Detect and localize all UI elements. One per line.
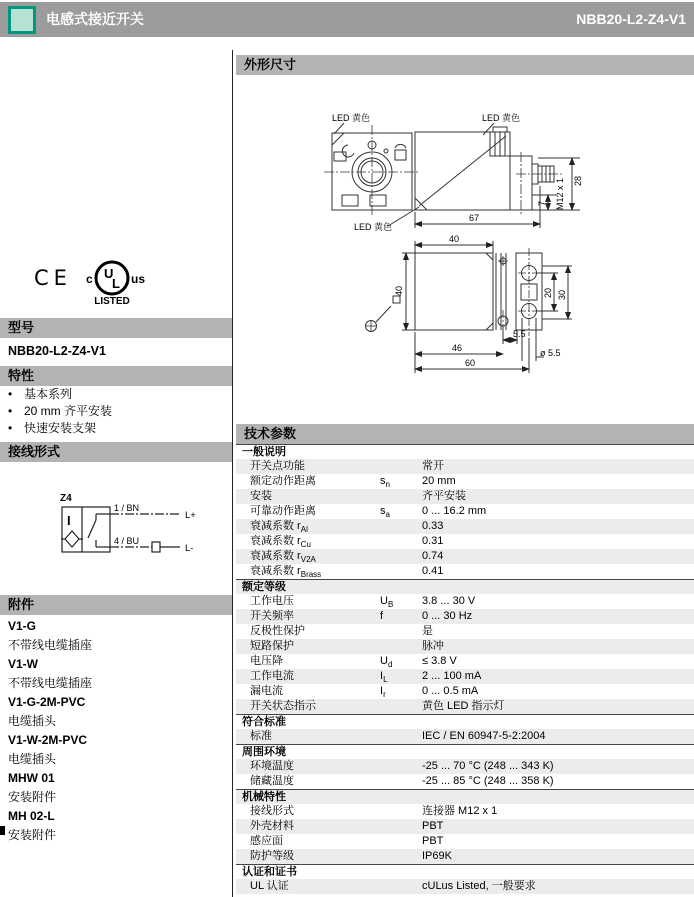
header-banner bbox=[0, 2, 694, 37]
accessory-name: MHW 01 bbox=[8, 771, 55, 785]
list-item: • 基本系列 bbox=[8, 387, 73, 401]
list-item: • 20 mm 齐平安装 bbox=[8, 404, 113, 418]
dim-46: 46 bbox=[451, 343, 463, 353]
accessory-name: V1-G bbox=[8, 619, 37, 633]
table-row: 额定动作距离 $s_n$ 20 mm bbox=[250, 475, 456, 490]
culus-listed-logo bbox=[78, 252, 154, 308]
table-row: 可靠动作距离 $s_a$ 0 ... 16.2 mm bbox=[250, 505, 487, 520]
svg-text:L: L bbox=[112, 276, 120, 291]
table-section-header: 机械特性 bbox=[236, 789, 694, 804]
accessory-name: V1-W bbox=[8, 657, 38, 671]
table-row: 衰减系数 $r_{V2A}$ 0.74 bbox=[236, 549, 694, 564]
section-header-dimensions: 外形尺寸 bbox=[236, 55, 694, 75]
dim-7: 7 bbox=[537, 200, 547, 206]
table-row: 外壳材料 PBT bbox=[236, 819, 694, 834]
wiring-diagram bbox=[30, 492, 210, 570]
table-row: 衰减系数 $r_{Brass}$ 0.41 bbox=[250, 565, 444, 580]
accessory-desc: 电缆插头 bbox=[8, 714, 57, 728]
led-label-top-left: LED 黄色 bbox=[332, 113, 371, 123]
section-header-features: 特性 bbox=[0, 366, 232, 386]
print-crop-mark bbox=[0, 826, 5, 835]
accessory-desc: 电缆插头 bbox=[8, 752, 57, 766]
dim-20: 20 bbox=[543, 287, 553, 298]
table-row: 短路保护 脉冲 bbox=[236, 639, 694, 654]
table-row: 工作电流 $I_L$ 2 ... 100 mA bbox=[236, 669, 694, 684]
table-row: 衰减系数 $r_{Cu}$ 0.31 bbox=[250, 535, 444, 550]
table-row: 开关状态指示 黄色 LED 指示灯 bbox=[236, 699, 694, 714]
accessory-desc: 不带线电缆插座 bbox=[8, 676, 93, 690]
table-row: 衰减系数 $r_{Al}$ 0.33 bbox=[236, 519, 694, 534]
accessory-name: V1-W-2M-PVC bbox=[8, 733, 88, 747]
wire1-label: 1 / BN bbox=[114, 503, 140, 513]
section-header-model: 型号 bbox=[0, 318, 232, 338]
list-item: • 快速安装支架 bbox=[8, 421, 97, 435]
svg-text:LISTED: LISTED bbox=[94, 296, 130, 307]
table-row: 标准 IEC / EN 60947-5-2:2004 bbox=[236, 729, 694, 744]
feature-list bbox=[8, 386, 228, 437]
dim-dia55: ø 5.5 bbox=[540, 348, 561, 358]
output-symbol: I bbox=[67, 513, 71, 528]
section-header-accessories: 附件 bbox=[0, 595, 232, 615]
dim-67: 67 bbox=[468, 213, 480, 223]
table-row: 开关点功能 常开 bbox=[236, 459, 694, 474]
accessory-name: MH 02-L bbox=[8, 809, 55, 823]
table-row: 开关频率 f 0 ... 30 Hz bbox=[236, 609, 694, 624]
table-section-header: 符合标准 bbox=[236, 714, 694, 729]
lminus-label: L- bbox=[185, 543, 194, 554]
ce-mark: CE bbox=[34, 266, 72, 290]
section-header-tech: 技术参数 bbox=[236, 424, 694, 444]
dimension-drawing bbox=[236, 78, 694, 422]
dim-30: 30 bbox=[557, 289, 567, 300]
product-family-icon bbox=[8, 6, 36, 34]
accessory-desc: 安装附件 bbox=[8, 790, 57, 804]
svg-text:us: us bbox=[131, 272, 146, 286]
table-section-header: 认证和证书 bbox=[236, 864, 694, 879]
part-number: NBB20-L2-Z4-V1 bbox=[576, 11, 686, 27]
led-label-top-right: LED 黄色 bbox=[482, 113, 521, 123]
table-row: 电压降 $U_d$ ≤ 3.8 V bbox=[250, 655, 457, 670]
table-row: 感应面 PBT bbox=[250, 835, 444, 847]
accessory-name: V1-G-2M-PVC bbox=[8, 695, 86, 709]
table-row: 防护等级 IP69K bbox=[236, 849, 694, 864]
table-row: 储藏温度 -25 ... 85 °C (248 ... 358 K) bbox=[250, 775, 554, 787]
model-number: NBB20-L2-Z4-V1 bbox=[8, 344, 106, 358]
wire2-label: 4 / BU bbox=[114, 536, 140, 546]
accessory-list bbox=[8, 617, 228, 845]
dim-m12: M12 x 1 bbox=[555, 177, 565, 210]
page-title: 电感式接近开关 bbox=[46, 11, 144, 27]
accessory-desc: 不带线电缆插座 bbox=[8, 638, 93, 652]
svg-text:c: c bbox=[86, 272, 93, 286]
dim-28: 28 bbox=[573, 175, 583, 186]
column-divider bbox=[232, 50, 233, 897]
table-row: 安装 齐平安装 bbox=[236, 489, 694, 504]
accessory-desc: 安装附件 bbox=[8, 828, 57, 842]
table-row: UL 认证 cULus Listed, 一般要求 bbox=[236, 879, 694, 894]
table-row: 工作电压 $U_B$ 3.8 ... 30 V bbox=[250, 595, 476, 610]
table-row: 反极性保护 是 bbox=[250, 625, 433, 637]
table-section-header: 额定等级 bbox=[236, 579, 694, 594]
svg-text:U: U bbox=[104, 266, 114, 281]
lplus-label: L+ bbox=[185, 510, 196, 521]
table-section-header: 周围环境 bbox=[236, 744, 694, 759]
tech-table bbox=[236, 444, 694, 894]
led-label-bottom: LED 黄色 bbox=[354, 222, 393, 232]
dim-60: 60 bbox=[464, 358, 476, 368]
section-header-connection: 接线形式 bbox=[0, 442, 232, 462]
table-section-header: 一般说明 bbox=[236, 444, 694, 459]
table-row: 漏电流 $I_r$ 0 ... 0.5 mA bbox=[250, 685, 479, 700]
dim-40-left: 40 bbox=[394, 285, 404, 296]
dim-55: 5.5 bbox=[513, 329, 526, 339]
dim-40-top: 40 bbox=[448, 234, 460, 244]
connection-variant-label: Z4 bbox=[60, 493, 72, 504]
table-row: 接线形式 连接器 M12 x 1 bbox=[250, 805, 498, 817]
table-row: 环境温度 -25 ... 70 °C (248 ... 343 K) bbox=[236, 759, 694, 774]
